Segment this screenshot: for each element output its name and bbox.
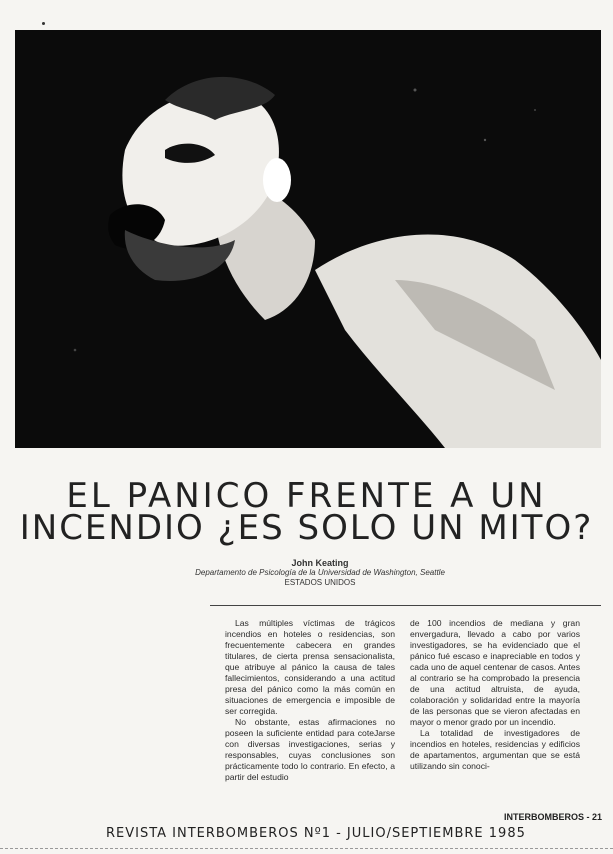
byline (170, 558, 470, 588)
grain-speck (414, 89, 417, 92)
author-name: John Keating (291, 558, 349, 568)
page-footer-label: INTERBOMBEROS - 21 (503, 812, 602, 822)
author-department: Departamento de Psicología de la Universidad de Washington, Seattle (195, 568, 445, 577)
paragraph: La totalidad de investigadores de incendios en hoteles, residencias y edificios de apartamentos, argumentan que se está utilizando sin conoci- (410, 728, 580, 771)
handwritten-annotation: REVISTA INTERBOMBEROS Nº1 - JULIO/SEPTIEMBRE 1985 (106, 826, 526, 841)
speck-mark (42, 22, 45, 25)
grain-speck (74, 349, 77, 352)
text-column-left (225, 618, 395, 805)
column-top-rule (210, 605, 601, 606)
bottom-dashed-line (0, 848, 613, 850)
paragraph: No obstante, estas afirmaciones no poseen la suficiente entidad para coteJarse con diversas investigaciones, serias y responsables, cuyas conclusiones son prácticamente todo lo contrario. En efecto, a partir del estudio (225, 717, 395, 782)
grain-speck (484, 139, 486, 141)
ear-highlight (263, 158, 291, 202)
paragraph: de 100 incendios de mediana y gran envergadura, llevado a cabo por varios investigadores, se ha evidenciado que el pánico fué escaso e inapreciable en todos y cada uno de aquel centenar de casos. Antes al contrario se ha comprobado la presencia de una actitud altruista, de ayuda, colaboración y solidaridad entre la mayoría de las personas que se vieron afectadas en mayor o menor grado por un incendio. (410, 618, 580, 727)
article-title-line-2: INCENDIO ¿ES SOLO UN MITO? (19, 508, 594, 548)
text-column-right (410, 618, 580, 805)
article-title-line-1: EL PANICO FRENTE A UN (66, 476, 547, 516)
article-photo (15, 30, 601, 448)
grain-speck (534, 109, 536, 111)
paragraph: Las múltiples víctimas de trágicos incendios en hoteles o residencias, son frecuentemente cabecera en grandes titulares, de cierta prensa sensacionalista, que atribuye al pánico la causa de tales fallecimientos, considerando a una actitud presa del pánico como la más común en situaciones de emergencia e imposible de ser corregida. (225, 618, 395, 716)
screaming-man-photo (15, 30, 601, 448)
author-country: ESTADOS UNIDOS (284, 578, 356, 587)
